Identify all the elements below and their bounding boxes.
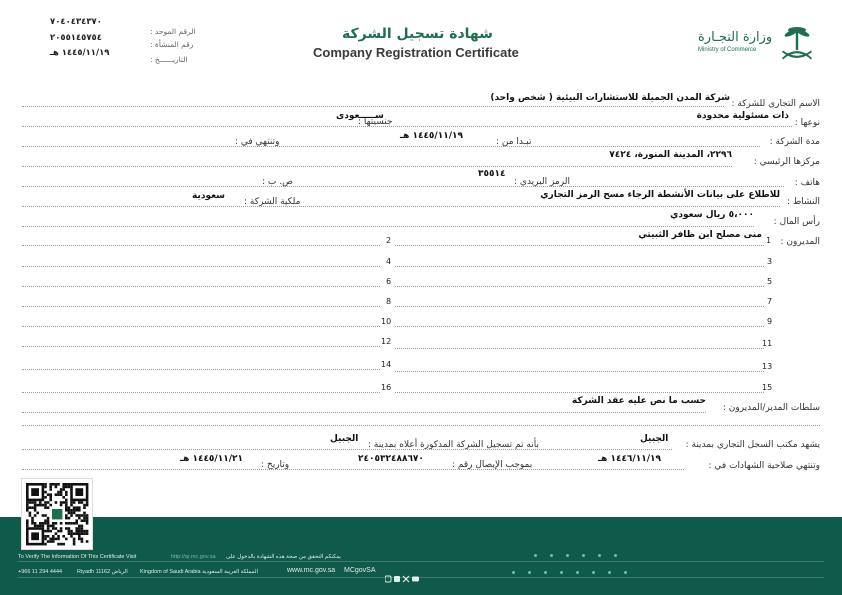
qr-code[interactable]: [21, 478, 93, 550]
validity-label: وتنتهي صلاحية الشهادات في :: [708, 461, 820, 471]
manager-number: 5: [767, 277, 773, 286]
manager-number: 15: [762, 383, 773, 392]
validity-value: ١٤٤٦/١١/١٩ هـ: [598, 454, 661, 464]
manager-number: 2: [386, 236, 392, 245]
hq-value: ٢٢٩٦، المدينة المنورة، ٧٤٢٤: [609, 150, 732, 160]
receipt-value: ٢٤٠٥٣٢٤٨٨٦٧٠: [358, 454, 424, 464]
postal-label: الرمز البريدي :: [514, 177, 570, 187]
header-date: ١٤٤٥/١١/١٩ هـ: [50, 48, 110, 58]
footer: [0, 517, 842, 595]
manager-number: 10: [381, 317, 392, 326]
nationality-label: جنسيتها :: [358, 117, 393, 127]
verify-text-en: To Verify The Information Of This Certificate Visit: [18, 554, 137, 560]
ends-label: وتنتهي في :: [235, 137, 280, 147]
company-name-label: الاسم التجاري للشركة :: [731, 99, 820, 109]
authority-value: حسب ما نص عليه عقد الشركة: [571, 396, 706, 406]
social-icons[interactable]: [385, 568, 419, 587]
verify-link[interactable]: http://qr.mc.gov.sa: [171, 554, 216, 560]
activity-label: النشاط :: [787, 197, 820, 207]
manager-number: 12: [381, 337, 392, 346]
nationality-value: ســـــعودى: [336, 111, 384, 121]
capital-label: رأس المال :: [773, 217, 820, 227]
receipt-date-value: ١٤٤٥/١١/٢١ هـ: [180, 454, 243, 464]
phone-label: هاتف :: [794, 178, 820, 188]
footer-city: Riyadh 11162 الرياض: [77, 569, 128, 575]
manager-number: 3: [767, 257, 773, 266]
manager-number: 16: [381, 383, 392, 392]
cr-number-label: الرقم الموحد :: [150, 27, 196, 36]
receipt-label: بموجب الإيصال رقم :: [452, 460, 533, 470]
capital-value: ٥،٠٠٠ ريال سعودي: [670, 210, 754, 220]
postal-value: ٣٥٥١٤: [478, 169, 506, 179]
starts-label: تبـدا من :: [496, 137, 532, 147]
duration-label: مدة الشركة :: [769, 137, 820, 147]
manager-number: 9: [767, 317, 773, 326]
registered-label: بأنه تم تسجيل الشركة المذكورة أعلاه بمدينة :: [368, 440, 539, 450]
managers-label: المديرون :: [780, 237, 820, 247]
establishment-label: رقم المنشأة :: [150, 40, 194, 49]
company-name: شركة المدن الجميلة للاستشارات البيئية ( شخص واحد): [490, 93, 730, 103]
manager-number: 4: [386, 257, 392, 266]
manager-number: 1: [766, 236, 772, 245]
type-label: نوعها :: [794, 118, 820, 128]
ministry-name-en: Ministry of Commerce: [698, 47, 757, 53]
type-value: ذات مسئولية محدودة: [696, 111, 789, 121]
manager-number: 13: [762, 362, 773, 371]
receipt-date-label: وتاريخ :: [261, 460, 290, 470]
pobox-label: ص. ب :: [262, 177, 293, 187]
footer-handle: MCgovSA: [344, 567, 376, 574]
ownership-label: ملكية الشركة :: [244, 197, 301, 207]
footer-kingdom: Kingdom of Saudi Arabia المملكة العربية السعودية: [140, 569, 259, 575]
manager-number: 6: [386, 277, 392, 286]
hq-label: مركزها الرئيسي :: [753, 157, 820, 167]
office-value: الجبيل: [640, 434, 669, 444]
registered-value: الجبيل: [330, 434, 359, 444]
palm-swords-emblem-icon: [778, 22, 816, 66]
manager-number: 7: [767, 297, 773, 306]
manager-number: 8: [386, 297, 392, 306]
manager-number: 11: [762, 339, 773, 348]
ministry-name-ar: وزارة التجـارة: [698, 30, 773, 45]
activity-value: للاطلاع على بيانات الأنشطة الرجاء مسح الرمز التجاري: [540, 190, 780, 200]
footer-website[interactable]: www.mc.gov.sa: [287, 567, 336, 574]
establishment-number: ٢٠٥٥١٤٥٧٥٤: [50, 33, 102, 43]
cr-number: ٧٠٤٠٤٣٤٣٧٠: [50, 17, 102, 27]
office-label: يشهد مكتب السجل التجاري بمدينة :: [685, 440, 820, 450]
footer-phone: +966 11 294 4444: [18, 569, 63, 575]
manager-number: 14: [381, 360, 392, 369]
title-arabic: شهادة تسجيل الشركة: [342, 26, 493, 42]
manager-1-name: منى مصلح ابن ظافر الثبيتي: [638, 230, 762, 240]
starts-value: ١٤٤٥/١١/١٩ هـ: [400, 131, 463, 141]
title-english: Company Registration Certificate: [313, 45, 519, 60]
authority-label: سلطات المدير/المديرون :: [722, 403, 820, 413]
header-date-label: التاريــــــخ :: [150, 55, 188, 64]
verify-text-ar: يمكنكم التحقق من صحة هذه الشهادة بالدخول على: [226, 554, 341, 560]
ownership-value: سعودية: [192, 191, 226, 201]
